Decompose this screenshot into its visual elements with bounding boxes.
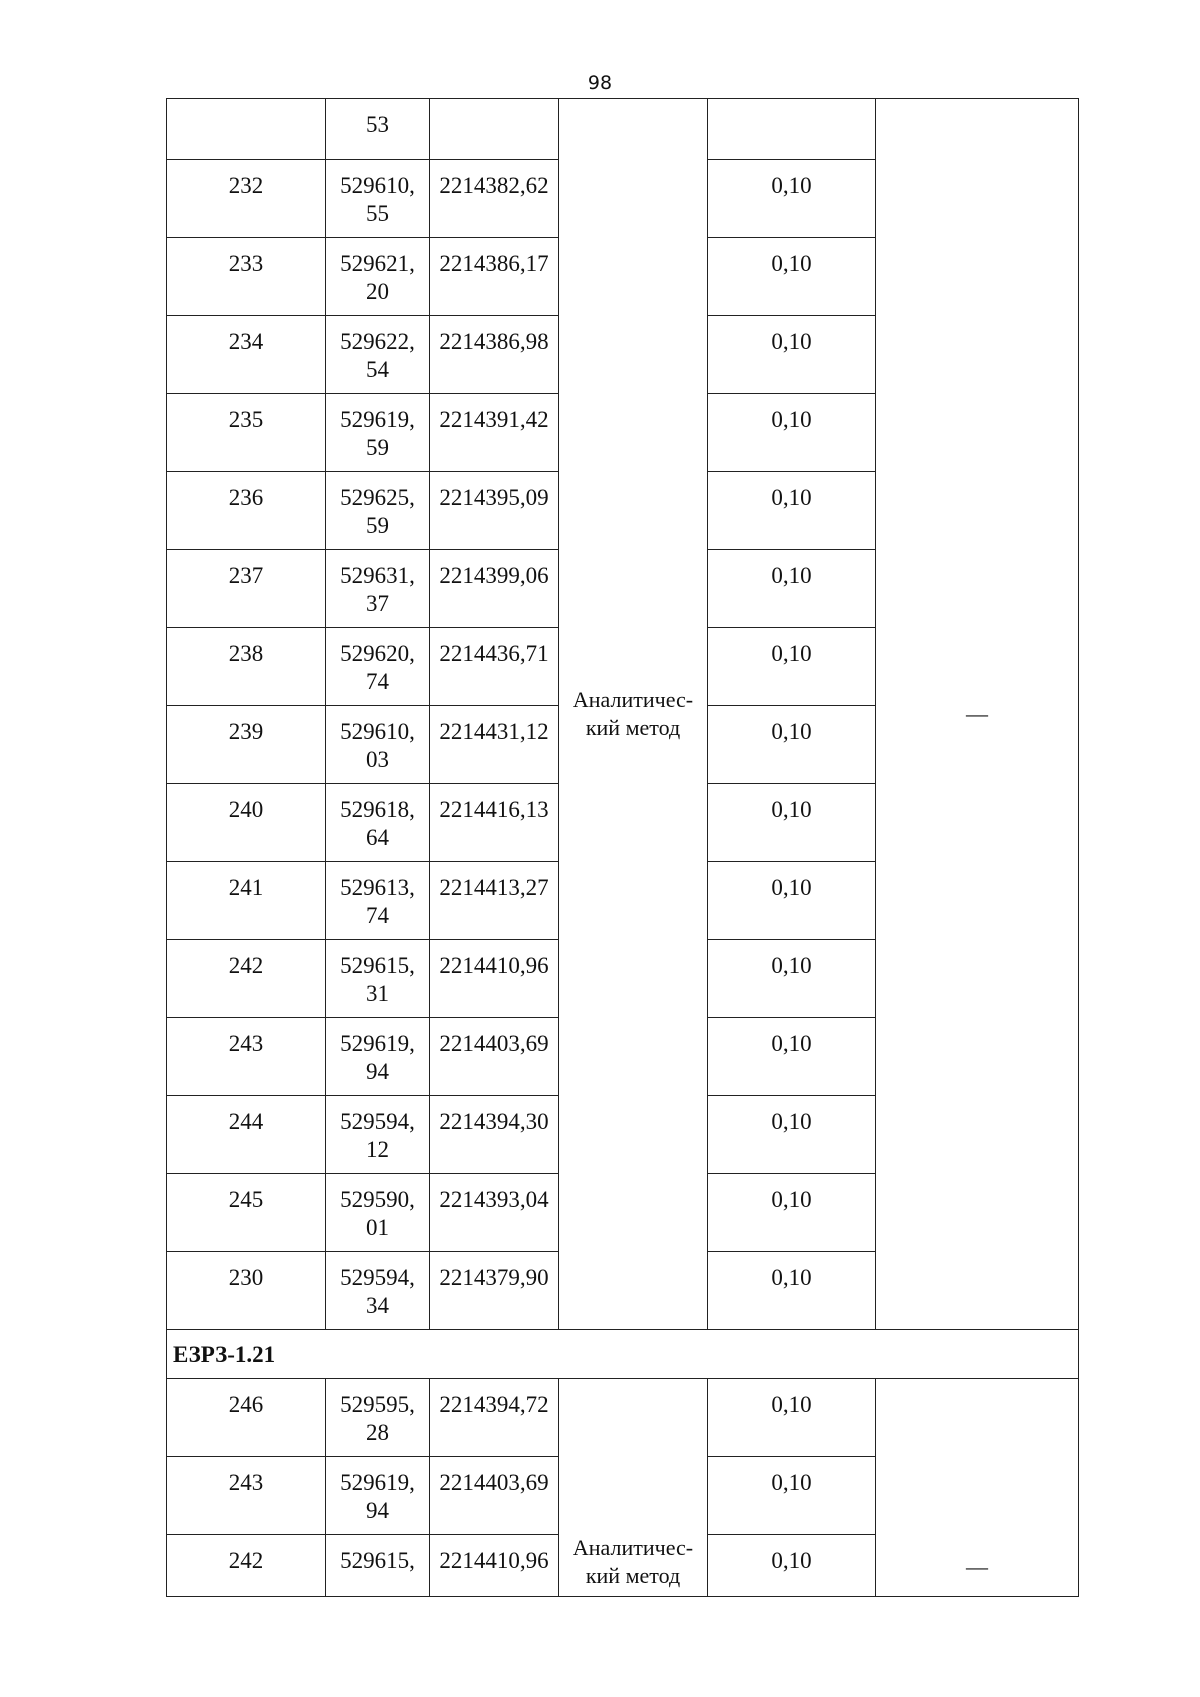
x-coordinate-cell: 2214410,96 (430, 1535, 559, 1597)
group-title: ЕЗРЗ-1.21 (167, 1330, 1079, 1379)
x-coordinate-cell: 2214413,27 (430, 862, 559, 940)
point-number-cell: 239 (167, 706, 326, 784)
x-coordinate-cell: 2214436,71 (430, 628, 559, 706)
x-coordinate-cell: 2214386,17 (430, 238, 559, 316)
y-coordinate-cell: 529631, 37 (326, 550, 430, 628)
table-row (167, 1379, 1079, 1457)
accuracy-cell: 0,10 (708, 1379, 876, 1457)
y-coordinate-cell: 529613, 74 (326, 862, 430, 940)
x-coordinate-cell: 2214379,90 (430, 1252, 559, 1330)
point-number-cell: 241 (167, 862, 326, 940)
y-coordinate-cell: 529621, 20 (326, 238, 430, 316)
method-cell: Аналитичес- кий метод (559, 99, 708, 1330)
accuracy-cell: 0,10 (708, 1018, 876, 1096)
y-coordinate-cell: 529590, 01 (326, 1174, 430, 1252)
accuracy-cell: 0,10 (708, 316, 876, 394)
accuracy-cell: 0,10 (708, 1535, 876, 1597)
y-coordinate-cell: 529619, 94 (326, 1457, 430, 1535)
group-title-row (167, 1330, 1079, 1379)
x-coordinate-cell: 2214395,09 (430, 472, 559, 550)
accuracy-cell: 0,10 (708, 1174, 876, 1252)
y-coordinate-cell: 529595, 28 (326, 1379, 430, 1457)
accuracy-cell: 0,10 (708, 862, 876, 940)
point-number-cell: 242 (167, 940, 326, 1018)
method-cell: Аналитичес- кий метод (559, 1379, 708, 1597)
y-coordinate-cell: 529619, 59 (326, 394, 430, 472)
y-coordinate-cell: 529615, (326, 1535, 430, 1597)
point-number-cell: 240 (167, 784, 326, 862)
x-coordinate-cell: 2214391,42 (430, 394, 559, 472)
y-coordinate-cell: 529615, 31 (326, 940, 430, 1018)
point-number-cell: 234 (167, 316, 326, 394)
y-coordinate-cell: 529620, 74 (326, 628, 430, 706)
accuracy-cell: 0,10 (708, 1096, 876, 1174)
page-number: 98 (587, 72, 613, 94)
point-number-cell (167, 99, 326, 160)
point-number-cell: 232 (167, 160, 326, 238)
accuracy-cell: 0,10 (708, 394, 876, 472)
point-number-cell: 244 (167, 1096, 326, 1174)
point-number-cell: 235 (167, 394, 326, 472)
y-coordinate-cell: 529594, 12 (326, 1096, 430, 1174)
accuracy-cell: 0,10 (708, 940, 876, 1018)
accuracy-cell: 0,10 (708, 628, 876, 706)
x-coordinate-cell: 2214410,96 (430, 940, 559, 1018)
point-number-cell: 230 (167, 1252, 326, 1330)
x-coordinate-cell (430, 99, 559, 160)
y-coordinate-cell: 529619, 94 (326, 1018, 430, 1096)
y-coordinate-cell: 529622, 54 (326, 316, 430, 394)
y-coordinate-cell: 529618, 64 (326, 784, 430, 862)
point-number-cell: 237 (167, 550, 326, 628)
accuracy-cell: 0,10 (708, 238, 876, 316)
point-number-cell: 236 (167, 472, 326, 550)
x-coordinate-cell: 2214399,06 (430, 550, 559, 628)
x-coordinate-cell: 2214431,12 (430, 706, 559, 784)
accuracy-cell: 0,10 (708, 550, 876, 628)
x-coordinate-cell: 2214393,04 (430, 1174, 559, 1252)
x-coordinate-cell: 2214394,72 (430, 1379, 559, 1457)
point-number-cell: 238 (167, 628, 326, 706)
accuracy-cell: 0,10 (708, 1457, 876, 1535)
x-coordinate-cell: 2214416,13 (430, 784, 559, 862)
y-coordinate-cell: 53 (326, 99, 430, 160)
table-row (167, 99, 1079, 160)
accuracy-cell (708, 99, 876, 160)
y-coordinate-cell: 529610, 03 (326, 706, 430, 784)
accuracy-cell: 0,10 (708, 1252, 876, 1330)
x-coordinate-cell: 2214403,69 (430, 1457, 559, 1535)
y-coordinate-cell: 529594, 34 (326, 1252, 430, 1330)
x-coordinate-cell: 2214386,98 (430, 316, 559, 394)
point-number-cell: 246 (167, 1379, 326, 1457)
x-coordinate-cell: 2214382,62 (430, 160, 559, 238)
y-coordinate-cell: 529625, 59 (326, 472, 430, 550)
x-coordinate-cell: 2214403,69 (430, 1018, 559, 1096)
accuracy-cell: 0,10 (708, 160, 876, 238)
note-cell: — (876, 1379, 1079, 1597)
point-number-cell: 233 (167, 238, 326, 316)
accuracy-cell: 0,10 (708, 706, 876, 784)
point-number-cell: 242 (167, 1535, 326, 1597)
accuracy-cell: 0,10 (708, 472, 876, 550)
coordinates-table (166, 98, 1079, 1597)
x-coordinate-cell: 2214394,30 (430, 1096, 559, 1174)
point-number-cell: 245 (167, 1174, 326, 1252)
y-coordinate-cell: 529610, 55 (326, 160, 430, 238)
note-cell: — (876, 99, 1079, 1330)
accuracy-cell: 0,10 (708, 784, 876, 862)
point-number-cell: 243 (167, 1457, 326, 1535)
point-number-cell: 243 (167, 1018, 326, 1096)
